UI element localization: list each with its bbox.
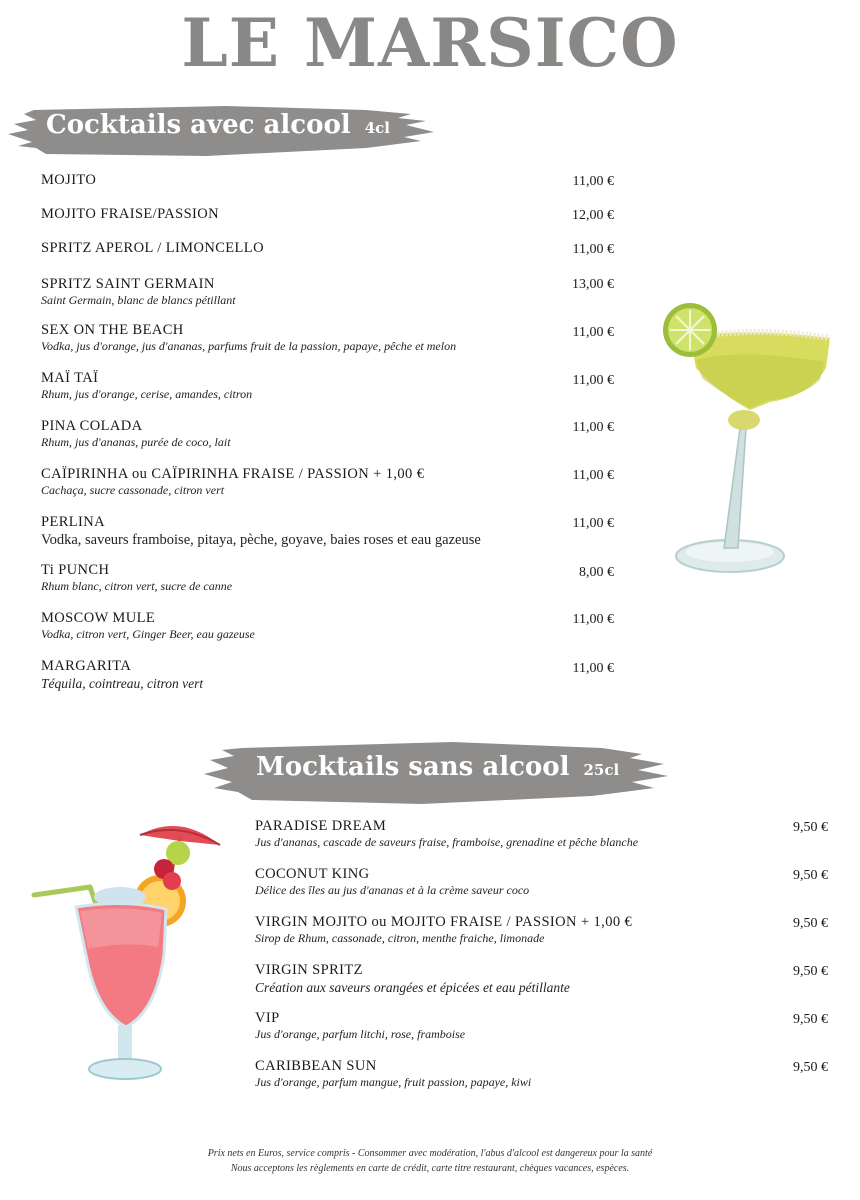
menu-item [41, 276, 236, 308]
item-description: Création aux saveurs orangées et épicées et eau pétillante [255, 980, 570, 995]
item-name: MOJITO FRAISE/PASSION [41, 206, 220, 222]
menu-item [41, 206, 219, 223]
menu-item [255, 1010, 465, 1042]
item-price: 11,00 € [572, 612, 614, 627]
menu-item [255, 914, 632, 946]
cocktails-unit: 4cl [364, 119, 390, 137]
menu-item [41, 466, 424, 498]
menu-item [41, 562, 232, 594]
item-description: Jus d'orange, parfum mangue, fruit passion, papaye, kiwi [255, 1075, 532, 1089]
item-description: Jus d'orange, parfum litchi, rose, framboise [255, 1027, 466, 1041]
item-price: 9,50 € [793, 868, 828, 883]
restaurant-title: LE MARSICO [181, 4, 679, 82]
item-name: SPRITZ SAINT GERMAIN [41, 276, 215, 292]
item-name: MAÏ TAÏ [41, 370, 99, 386]
item-price: 9,50 € [793, 1060, 828, 1075]
item-price: 11,00 € [572, 420, 614, 435]
item-name: MOSCOW MULE [41, 610, 156, 626]
menu-item [41, 322, 456, 354]
cocktails-heading-banner [6, 104, 436, 160]
footer-payment-note: Nous acceptons les règlements en carte de crédit, carte titre restaurant, chèques vacances, espèces. [230, 1163, 630, 1174]
menu-item [255, 1058, 531, 1090]
item-price: 11,00 € [572, 516, 614, 531]
menu-item [41, 172, 96, 189]
menu-item [41, 418, 231, 450]
menu-item [41, 370, 252, 402]
item-price: 11,00 € [572, 661, 614, 676]
item-price: 11,00 € [572, 242, 614, 257]
item-name: CAÏPIRINHA ou CAÏPIRINHA FRAISE / PASSION + 1,00 € [41, 466, 425, 482]
mocktails-unit: 25cl [583, 761, 620, 779]
item-price: 9,50 € [793, 964, 828, 979]
item-name: SPRITZ APEROL / LIMONCELLO [41, 240, 264, 256]
item-description: Saint Germain, blanc de blancs pétillant [41, 293, 236, 307]
item-price: 11,00 € [572, 325, 614, 340]
item-name: MOJITO [41, 172, 97, 188]
item-name: MARGARITA [41, 658, 132, 674]
item-name: PERLINA [41, 514, 106, 530]
footer-legal-note: Prix nets en Euros, service compris - Consommer avec modération, l'abus d'alcool est dangereux pour la santé [207, 1148, 653, 1159]
item-description: Jus d'ananas, cascade de saveurs fraise, framboise, grenadine et pêche blanche [255, 835, 639, 849]
menu-item [41, 658, 203, 692]
item-description: Cachaça, sucre cassonade, citron vert [41, 483, 225, 497]
item-description: Délice des îles au jus d'ananas et à la crème saveur coco [255, 883, 530, 897]
mocktail-glass-illustration [30, 815, 225, 1085]
item-price: 8,00 € [579, 565, 614, 580]
item-name: PINA COLADA [41, 418, 143, 434]
item-price: 11,00 € [572, 468, 614, 483]
item-name: COCONUT KING [255, 866, 370, 882]
item-name: VIRGIN SPRITZ [255, 962, 363, 978]
item-description: Rhum, jus d'orange, cerise, amandes, citron [41, 387, 253, 401]
item-name: SEX ON THE BEACH [41, 322, 184, 338]
item-price: 11,00 € [572, 373, 614, 388]
item-name: VIRGIN MOJITO ou MOJITO FRAISE / PASSION + 1,00 € [255, 914, 633, 930]
mocktails-heading-banner [202, 740, 670, 806]
item-description: Vodka, saveurs framboise, pitaya, pèche, goyave, baies roses et eau gazeuse [41, 532, 481, 548]
menu-item [255, 866, 529, 898]
item-name: Ti PUNCH [41, 562, 110, 578]
item-description: Vodka, jus d'orange, jus d'ananas, parfums fruit de la passion, papaye, pêche et melon [41, 339, 457, 353]
margarita-glass-illustration [660, 298, 840, 583]
item-price: 9,50 € [793, 916, 828, 931]
menu-item [255, 818, 638, 850]
mocktails-heading: Mocktails sans alcool [256, 752, 570, 782]
menu-item [41, 240, 264, 257]
item-description: Téquila, cointreau, citron vert [41, 676, 204, 691]
item-name: VIP [255, 1010, 280, 1026]
item-price: 12,00 € [572, 208, 614, 223]
menu-item [255, 962, 570, 996]
item-description: Rhum, jus d'ananas, purée de coco, lait [41, 435, 231, 449]
item-name: PARADISE DREAM [255, 818, 387, 834]
item-description: Sirop de Rhum, cassonade, citron, menthe fraiche, limonade [255, 931, 545, 945]
item-description: Vodka, citron vert, Ginger Beer, eau gazeuse [41, 627, 255, 641]
item-description: Rhum blanc, citron vert, sucre de canne [41, 579, 233, 593]
cocktails-heading: Cocktails avec alcool [46, 110, 351, 140]
item-name: CARIBBEAN SUN [255, 1058, 377, 1074]
item-price: 13,00 € [572, 277, 614, 292]
item-price: 9,50 € [793, 1012, 828, 1027]
menu-item [41, 610, 255, 642]
menu-item [41, 514, 481, 549]
item-price: 9,50 € [793, 820, 828, 835]
item-price: 11,00 € [572, 174, 614, 189]
